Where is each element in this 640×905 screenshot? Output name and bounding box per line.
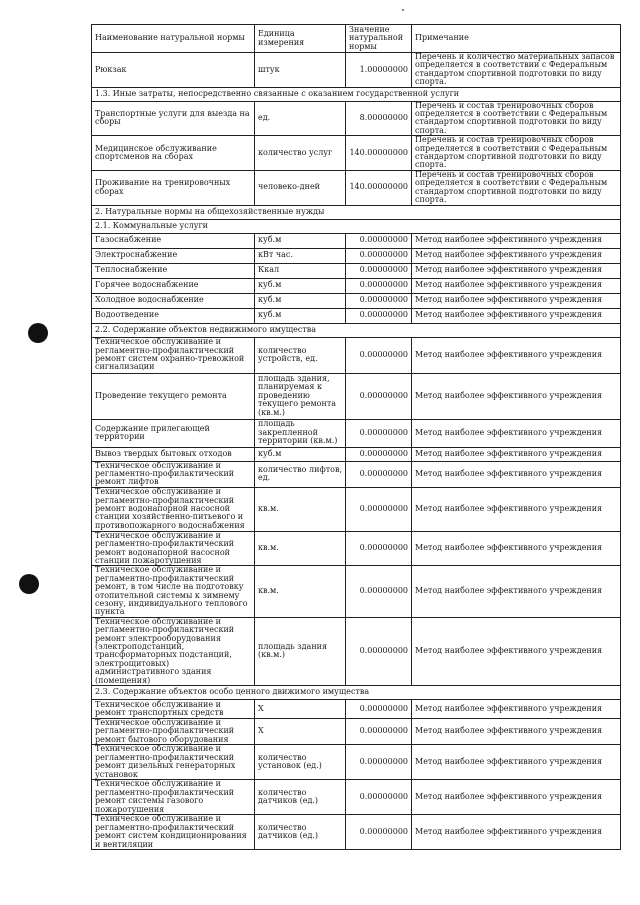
norm-name-cell: Техническое обслуживание и регламентно-профилактический ремонт систем кондиционирования и вентиляции bbox=[92, 815, 255, 850]
norm-name-cell: Техническое обслуживание и регламентно-профилактический ремонт бытового оборудования bbox=[92, 719, 255, 745]
value-cell: 0.00000000 bbox=[346, 487, 412, 531]
note-cell: Перечень и состав тренировочных сборов определяется в соответствии с Федеральным стандартом спортивной подготовки по виду спорта. bbox=[412, 136, 621, 171]
table-row bbox=[92, 617, 621, 685]
norm-name-cell: Горячее водоснабжение bbox=[92, 278, 255, 293]
unit-cell: куб.м bbox=[255, 447, 346, 461]
table-row bbox=[92, 419, 621, 447]
section-title: 2.2. Содержание объектов недвижимого имущества bbox=[92, 323, 621, 337]
table-row bbox=[92, 815, 621, 850]
table-row bbox=[92, 170, 621, 205]
norm-name-cell: Теплоснабжение bbox=[92, 263, 255, 278]
norm-name-cell: Водоотведение bbox=[92, 308, 255, 323]
value-cell: 0.00000000 bbox=[346, 531, 412, 566]
note-cell: Перечень и состав тренировочных сборов определяется в соответствии с Федеральным стандартом спортивной подготовки по виду спорта. bbox=[412, 101, 621, 136]
value-cell: 0.00000000 bbox=[346, 373, 412, 419]
norm-name-cell: Вывоз твердых бытовых отходов bbox=[92, 447, 255, 461]
table-row bbox=[92, 373, 621, 419]
unit-cell: количество услуг bbox=[255, 136, 346, 171]
value-cell: 0.00000000 bbox=[346, 337, 412, 373]
header-name: Наименование натуральной нормы bbox=[92, 25, 255, 53]
norm-name-cell: Техническое обслуживание и регламентно-профилактический ремонт водонапорной насосной станции пожаротушения bbox=[92, 531, 255, 566]
value-cell: 0.00000000 bbox=[346, 745, 412, 780]
table-row bbox=[92, 136, 621, 171]
value-cell: 0.00000000 bbox=[346, 233, 412, 248]
value-cell: 0.00000000 bbox=[346, 815, 412, 850]
unit-cell: количество датчиков (ед.) bbox=[255, 780, 346, 815]
table-row bbox=[92, 53, 621, 88]
note-cell: Метод наиболее эффективного учреждения bbox=[412, 293, 621, 308]
note-cell: Метод наиболее эффективного учреждения bbox=[412, 308, 621, 323]
norm-name-cell: Техническое обслуживание и регламентно-профилактический ремонт лифтов bbox=[92, 461, 255, 487]
norm-name-cell: Техническое обслуживание и регламентно-профилактический ремонт систем охранно-тревожной сигнализации bbox=[92, 337, 255, 373]
note-cell: Метод наиболее эффективного учреждения bbox=[412, 531, 621, 566]
norm-name-cell: Техническое обслуживание и регламентно-профилактический ремонт водонапорной насосной станции хозяйственно-питьевого и противопожарного водоснабжения bbox=[92, 487, 255, 531]
unit-cell: человеко-дней bbox=[255, 170, 346, 205]
binder-hole-bottom bbox=[19, 574, 39, 594]
table-row bbox=[92, 719, 621, 745]
unit-cell: кВт час. bbox=[255, 248, 346, 263]
note-cell: Метод наиболее эффективного учреждения bbox=[412, 278, 621, 293]
value-cell: 0.00000000 bbox=[346, 263, 412, 278]
table-row bbox=[92, 278, 621, 293]
unit-cell: Х bbox=[255, 700, 346, 719]
table-header-row bbox=[92, 25, 621, 53]
value-cell: 0.00000000 bbox=[346, 419, 412, 447]
unit-cell: Ккал bbox=[255, 263, 346, 278]
unit-cell: кв.м. bbox=[255, 566, 346, 617]
unit-cell: ед. bbox=[255, 101, 346, 136]
section-row bbox=[92, 323, 621, 337]
norm-name-cell: Рюкзак bbox=[92, 53, 255, 88]
section-title: 1.3. Иные затраты, непосредственно связанные с оказанием государственной услуги bbox=[92, 87, 621, 101]
table-row bbox=[92, 293, 621, 308]
unit-cell: кв.м. bbox=[255, 531, 346, 566]
value-cell: 1.00000000 bbox=[346, 53, 412, 88]
note-cell: Метод наиболее эффективного учреждения bbox=[412, 233, 621, 248]
value-cell: 0.00000000 bbox=[346, 719, 412, 745]
section-title: 2.1. Коммунальные услуги bbox=[92, 219, 621, 233]
unit-cell: площадь здания (кв.м.) bbox=[255, 617, 346, 685]
table-row bbox=[92, 337, 621, 373]
header-value: Значение натуральной нормы bbox=[346, 25, 412, 53]
table-row bbox=[92, 263, 621, 278]
note-cell: Метод наиболее эффективного учреждения bbox=[412, 461, 621, 487]
note-cell: Метод наиболее эффективного учреждения bbox=[412, 337, 621, 373]
table-row bbox=[92, 101, 621, 136]
table-row bbox=[92, 745, 621, 780]
unit-cell: куб.м bbox=[255, 278, 346, 293]
section-row bbox=[92, 87, 621, 101]
value-cell: 0.00000000 bbox=[346, 447, 412, 461]
unit-cell: куб.м bbox=[255, 233, 346, 248]
note-cell: Метод наиболее эффективного учреждения bbox=[412, 447, 621, 461]
header-unit: Единица измерения bbox=[255, 25, 346, 53]
section-title: 2. Натуральные нормы на общехозяйственные нужды bbox=[92, 205, 621, 219]
norm-name-cell: Техническое обслуживание и регламентно-профилактический ремонт дизельных генераторных установок bbox=[92, 745, 255, 780]
note-cell: Метод наиболее эффективного учреждения bbox=[412, 487, 621, 531]
value-cell: 140.00000000 bbox=[346, 136, 412, 171]
table-row bbox=[92, 447, 621, 461]
note-cell: Метод наиболее эффективного учреждения bbox=[412, 617, 621, 685]
norm-name-cell: Техническое обслуживание и регламентно-профилактический ремонт электрооборудования (электроподстанций, трансформаторных подстанций, электрощитовых) административного здания (помещения) bbox=[92, 617, 255, 685]
table-row bbox=[92, 461, 621, 487]
note-cell: Метод наиболее эффективного учреждения bbox=[412, 700, 621, 719]
unit-cell: куб.м bbox=[255, 308, 346, 323]
value-cell: 0.00000000 bbox=[346, 566, 412, 617]
norm-name-cell: Техническое обслуживание и ремонт транспортных средств bbox=[92, 700, 255, 719]
unit-cell: количество датчиков (ед.) bbox=[255, 815, 346, 850]
value-cell: 8.00000000 bbox=[346, 101, 412, 136]
unit-cell: количество установок (ед.) bbox=[255, 745, 346, 780]
table-row bbox=[92, 780, 621, 815]
table-row bbox=[92, 233, 621, 248]
section-row bbox=[92, 686, 621, 700]
norm-name-cell: Транспортные услуги для выезда на сборы bbox=[92, 101, 255, 136]
table-row bbox=[92, 531, 621, 566]
unit-cell: Х bbox=[255, 719, 346, 745]
header-note: Примечание bbox=[412, 25, 621, 53]
table-row bbox=[92, 700, 621, 719]
note-cell: Метод наиболее эффективного учреждения bbox=[412, 719, 621, 745]
note-cell: Перечень и количество материальных запасов определяется в соответствии с Федеральным стандартом спортивной подготовки по виду спорта. bbox=[412, 53, 621, 88]
section-row bbox=[92, 219, 621, 233]
value-cell: 0.00000000 bbox=[346, 278, 412, 293]
note-cell: Метод наиболее эффективного учреждения bbox=[412, 745, 621, 780]
note-cell: Метод наиболее эффективного учреждения bbox=[412, 263, 621, 278]
value-cell: 0.00000000 bbox=[346, 308, 412, 323]
note-cell: Метод наиболее эффективного учреждения bbox=[412, 419, 621, 447]
value-cell: 0.00000000 bbox=[346, 248, 412, 263]
unit-cell: количество устройств, ед. bbox=[255, 337, 346, 373]
norm-name-cell: Газоснабжение bbox=[92, 233, 255, 248]
note-cell: Метод наиболее эффективного учреждения bbox=[412, 373, 621, 419]
table-row bbox=[92, 566, 621, 617]
norm-name-cell: Холодное водоснабжение bbox=[92, 293, 255, 308]
scan-speck bbox=[402, 9, 404, 11]
norm-name-cell: Проведение текущего ремонта bbox=[92, 373, 255, 419]
table-row bbox=[92, 308, 621, 323]
natural-norms-table bbox=[91, 24, 621, 850]
norm-name-cell: Содержание прилегающей территории bbox=[92, 419, 255, 447]
unit-cell: площадь здания, планируемая к проведению текущего ремонта (кв.м.) bbox=[255, 373, 346, 419]
norm-name-cell: Техническое обслуживание и регламентно-профилактический ремонт, в том числе на подготовку отопительной системы к зимнему сезону, индивидуального теплового пункта bbox=[92, 566, 255, 617]
note-cell: Метод наиболее эффективного учреждения bbox=[412, 815, 621, 850]
norm-name-cell: Электроснабжение bbox=[92, 248, 255, 263]
section-title: 2.3. Содержание объектов особо ценного движимого имущества bbox=[92, 686, 621, 700]
table-row bbox=[92, 487, 621, 531]
value-cell: 0.00000000 bbox=[346, 461, 412, 487]
note-cell: Метод наиболее эффективного учреждения bbox=[412, 566, 621, 617]
value-cell: 0.00000000 bbox=[346, 293, 412, 308]
unit-cell: штук bbox=[255, 53, 346, 88]
table-row bbox=[92, 248, 621, 263]
unit-cell: количество лифтов, ед. bbox=[255, 461, 346, 487]
note-cell: Метод наиболее эффективного учреждения bbox=[412, 248, 621, 263]
binder-hole-top bbox=[28, 323, 48, 343]
note-cell: Перечень и состав тренировочных сборов определяется в соответствии с Федеральным стандартом спортивной подготовки по виду спорта. bbox=[412, 170, 621, 205]
value-cell: 0.00000000 bbox=[346, 700, 412, 719]
value-cell: 140.00000000 bbox=[346, 170, 412, 205]
value-cell: 0.00000000 bbox=[346, 617, 412, 685]
norm-name-cell: Проживание на тренировочных сборах bbox=[92, 170, 255, 205]
unit-cell: площадь закрепленной территории (кв.м.) bbox=[255, 419, 346, 447]
note-cell: Метод наиболее эффективного учреждения bbox=[412, 780, 621, 815]
unit-cell: кв.м. bbox=[255, 487, 346, 531]
section-row bbox=[92, 205, 621, 219]
norm-name-cell: Техническое обслуживание и регламентно-профилактический ремонт системы газового пожаротушения bbox=[92, 780, 255, 815]
value-cell: 0.00000000 bbox=[346, 780, 412, 815]
unit-cell: куб.м bbox=[255, 293, 346, 308]
norm-name-cell: Медицинское обслуживание спортсменов на сборах bbox=[92, 136, 255, 171]
